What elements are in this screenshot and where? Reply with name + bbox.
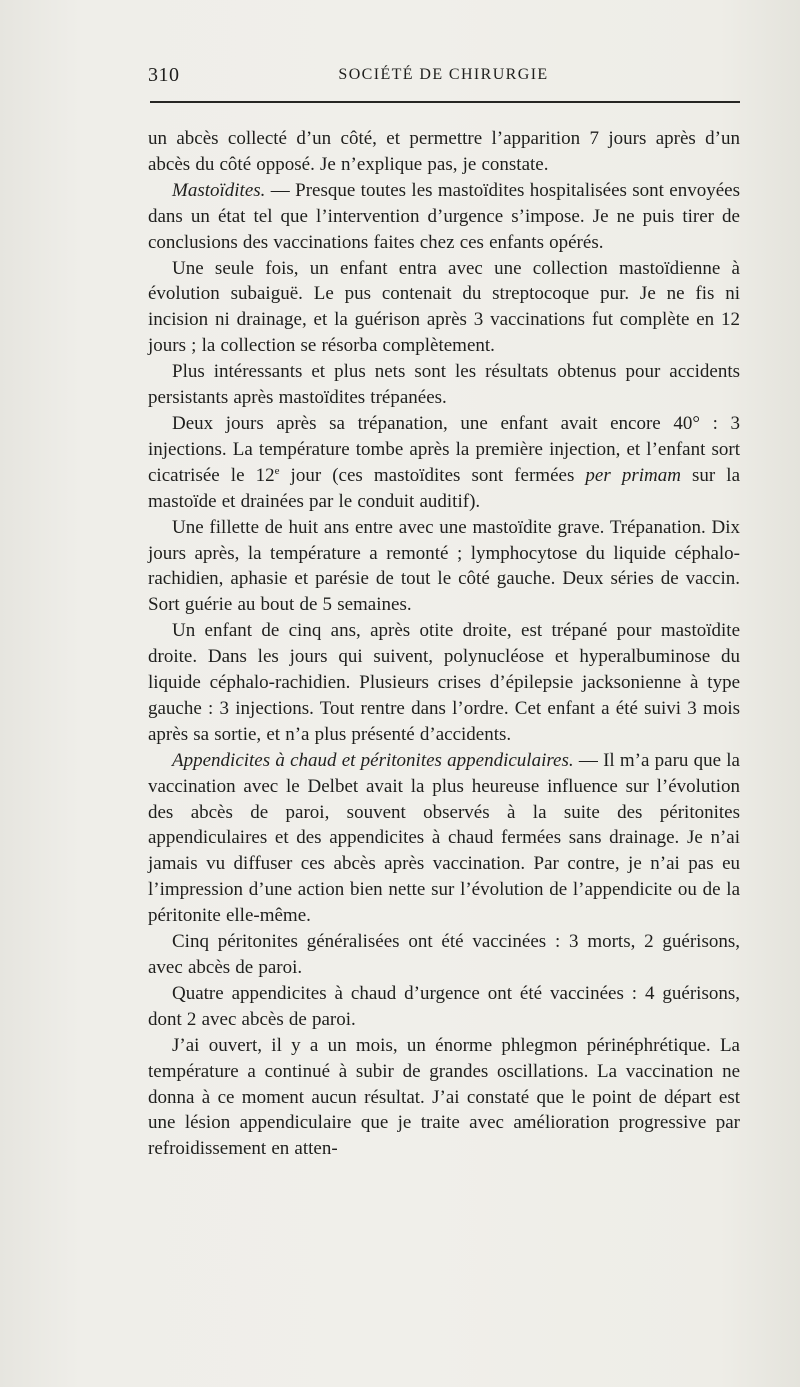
paragraph-text: sur la mastoïde et drainées par le conduit auditif). <box>148 464 741 512</box>
paragraph <box>148 618 740 748</box>
paragraph <box>148 929 740 981</box>
page-number: 310 <box>148 64 180 86</box>
paragraph-text: Plus intéressants et plus nets sont les résultats obtenus pour accidents persistants après mastoïdites trépanées. <box>148 361 740 409</box>
paragraph-text: J’ai ouvert, il y a un mois, un énorme phlegmon périnéphrétique. La température a continué à subir de grandes oscillations. La vaccination ne donna à ce moment aucun résultat. J’ai constaté que le point de départ est une lésion appendiculaire que je traite avec amélioration progressive par refroidissement en atten- <box>148 1034 740 1160</box>
paragraph <box>148 178 740 256</box>
paragraph <box>148 748 740 929</box>
paragraph <box>148 411 740 515</box>
paragraph-text: Quatre appendicites à chaud d’urgence ont été vaccinées : 4 guérisons, dont 2 avec abcès de paroi. <box>148 982 740 1030</box>
paragraph-text: Un enfant de cinq ans, après otite droite, est trépané pour mastoïdite droite. Dans les jours qui suivent, polynucléose et hyperalbuminose du liquide céphalo-rachidien. Plusieurs crises d’épilepsie jacksonienne à type gauche : 3 injections. Tout rentre dans l’ordre. Cet enfant a été suivi 3 mois après sa sortie, et n’a plus présenté d’accidents. <box>148 620 740 745</box>
paragraph-text: Cinq péritonites généralisées ont été vaccinées : 3 morts, 2 guérisons, avec abcès de paroi. <box>148 931 740 978</box>
paragraph-text: un abcès collecté d’un côté, et permettre l’apparition 7 jours après d’un abcès du côté opposé. Je n’explique pas, je constate. <box>148 128 740 175</box>
paragraph-text: Deux jours après sa trépanation, une enfant avait encore 40° : 3 injections. La température tombe après la première injection, et l’enfant sort cicatrisée le 12 <box>148 412 740 486</box>
paragraph <box>148 981 740 1033</box>
running-head: SOCIÉTÉ DE CHIRURGIE <box>338 66 549 83</box>
paragraph <box>148 126 740 178</box>
paragraph <box>148 515 740 619</box>
paragraph <box>148 359 740 411</box>
paragraph-text: Une fillette de huit ans entre avec une mastoïdite grave. Trépanation. Dix jours après, la température a remonté ; lymphocytose du liquide céphalo-rachidien, aphasie et parésie de tout le côté gauche. Deux séries de vaccin. Sort guérie au bout de 5 semaines. <box>148 516 740 616</box>
paragraph <box>148 1033 740 1163</box>
body-text <box>148 126 740 1162</box>
paragraph-text: — Il m’a paru que la vaccination avec le Delbet avait la plus heureuse influence sur l’évolution des abcès de paroi, souvent observés à la suite des péritonites appendiculaires et des appendicites à chaud fermées sans drainage. Je n’ai jamais vu diffuser ces abcès après vaccination. Par contre, je n’ai pas eu l’impression d’une action bien nette sur l’évolution de l’appendicite ou de la péritonite elle-même. <box>148 749 740 927</box>
section-lead: Mastoïdites. <box>172 179 266 201</box>
section-lead: Appendicites à chaud et péritonites appendiculaires. <box>172 749 574 771</box>
page-header <box>148 58 739 98</box>
paragraph-text: jour (ces mastoïdites sont fermées <box>279 464 586 486</box>
header-rule <box>150 101 740 103</box>
latin-phrase: per primam <box>585 464 681 486</box>
paragraph-text: Une seule fois, un enfant entra avec une collection mastoïdienne à évolution subaiguë. Le pus contenait du streptocoque pur. Je ne fis ni incision ni drainage, et la guérison après 3 vaccinations fut complète en 12 jours ; la collection se résorba complètement. <box>148 257 740 357</box>
paragraph-text: — Presque toutes les mastoïdites hospitalisées sont envoyées dans un état tel que l’intervention d’urgence s’impose. Je ne puis tirer de conclusions des vaccinations faites chez ces enfants opérés. <box>148 179 740 253</box>
paragraph <box>148 256 740 360</box>
superscript: e <box>274 464 280 477</box>
